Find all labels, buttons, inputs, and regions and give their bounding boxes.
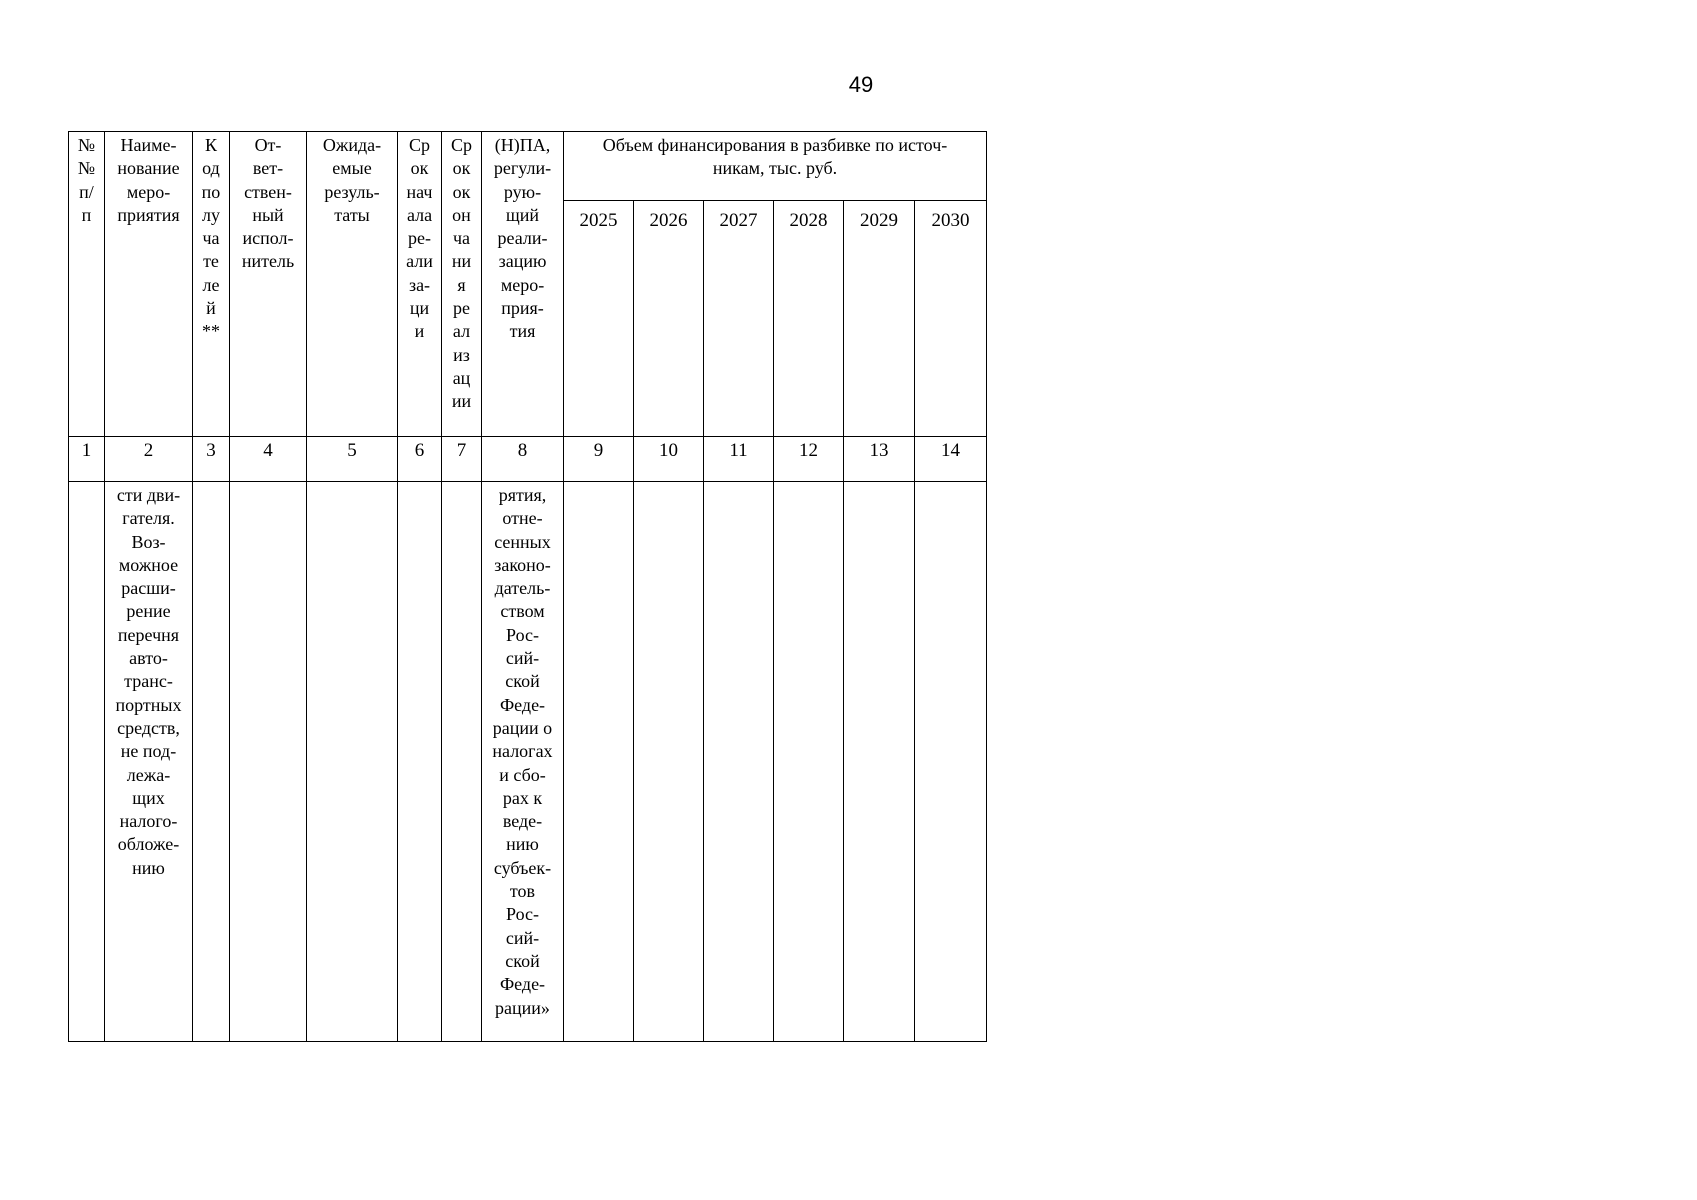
text-line: Объем финансирования в разбивке по источ- bbox=[602, 135, 948, 155]
text-line: резуль- bbox=[324, 181, 380, 202]
text-line: нование bbox=[117, 158, 180, 179]
text-line: налогах bbox=[492, 741, 553, 762]
cell-empty bbox=[844, 482, 915, 1042]
text-line: и bbox=[414, 321, 425, 342]
column-numbers-row bbox=[69, 437, 987, 482]
text-line: ал bbox=[452, 321, 471, 342]
text-line: таты bbox=[334, 204, 370, 225]
text-line: ле bbox=[202, 274, 220, 295]
column-number: 4 bbox=[230, 437, 307, 482]
text-line: ни bbox=[451, 251, 472, 272]
text-line: рации о bbox=[492, 717, 553, 738]
text-line: й bbox=[206, 298, 216, 319]
text-line: ** bbox=[202, 321, 220, 342]
header-responsible-executor bbox=[230, 132, 307, 437]
text-line: меро- bbox=[126, 181, 171, 202]
cell-empty bbox=[69, 482, 105, 1042]
text-line: вет- bbox=[252, 158, 284, 179]
text-line: тов bbox=[509, 881, 536, 902]
text-line: реали- bbox=[497, 228, 548, 249]
text-line: испол- bbox=[242, 228, 294, 249]
text-line: ча bbox=[452, 228, 471, 249]
text-line: можное bbox=[118, 554, 179, 575]
text-line: налого- bbox=[119, 811, 178, 832]
text-line: никам, тыс. руб. bbox=[712, 158, 838, 179]
column-number: 7 bbox=[442, 437, 482, 482]
header-number bbox=[69, 132, 105, 437]
text-line: Феде- bbox=[499, 974, 546, 995]
header-regulatory-act bbox=[482, 132, 564, 437]
column-number: 14 bbox=[915, 437, 987, 482]
text-line: нию bbox=[506, 834, 539, 855]
text-line: те bbox=[203, 251, 219, 272]
cell-empty bbox=[564, 482, 634, 1042]
text-line: отне- bbox=[502, 508, 543, 529]
header-year-2027: 2027 bbox=[704, 201, 774, 437]
cell-empty bbox=[230, 482, 307, 1042]
text-line: рятия, bbox=[498, 485, 547, 505]
header-start-date bbox=[398, 132, 442, 437]
text-line: субъек- bbox=[493, 857, 552, 878]
text-line: нач bbox=[406, 181, 433, 202]
header-activity-name bbox=[105, 132, 193, 437]
text-line: меро- bbox=[500, 274, 545, 295]
table-row bbox=[69, 482, 987, 1042]
text-line: нию bbox=[132, 857, 165, 878]
text-line: ный bbox=[252, 204, 284, 225]
text-line: Рос- bbox=[506, 904, 539, 925]
text-line: ской bbox=[505, 671, 540, 692]
text-line: нитель bbox=[241, 251, 295, 272]
header-year-2028: 2028 bbox=[774, 201, 844, 437]
text-line: датель- bbox=[494, 578, 551, 599]
column-number: 11 bbox=[704, 437, 774, 482]
text-line: Рос- bbox=[506, 624, 539, 645]
text-line: средств, bbox=[117, 717, 180, 738]
text-line: портных bbox=[115, 694, 182, 715]
text-line: лежа- bbox=[126, 764, 171, 785]
text-line: ством bbox=[500, 601, 545, 622]
header-year-2029: 2029 bbox=[844, 201, 915, 437]
column-number: 10 bbox=[634, 437, 704, 482]
cell-empty bbox=[704, 482, 774, 1042]
financing-table bbox=[68, 131, 987, 1042]
text-line: обложе- bbox=[117, 834, 180, 855]
text-line: транс- bbox=[124, 671, 173, 692]
text-line: законо- bbox=[494, 554, 551, 575]
text-line: сий- bbox=[505, 927, 540, 948]
text-line: ре- bbox=[408, 228, 431, 249]
column-number: 2 bbox=[105, 437, 193, 482]
text-line: он bbox=[452, 204, 471, 225]
text-line: п/ bbox=[79, 181, 94, 202]
text-line: Феде- bbox=[499, 694, 546, 715]
text-line: ствен- bbox=[244, 181, 292, 202]
text-line: регули- bbox=[493, 158, 552, 179]
text-line: ок bbox=[452, 181, 471, 202]
cell-activity-name bbox=[105, 482, 193, 1042]
text-line: ской bbox=[505, 950, 540, 971]
header-financing-volume bbox=[564, 132, 987, 201]
cell-regulatory-act bbox=[482, 482, 564, 1042]
column-number: 3 bbox=[193, 437, 230, 482]
text-line: ци bbox=[409, 298, 430, 319]
cell-empty bbox=[442, 482, 482, 1042]
text-line: али bbox=[406, 251, 433, 272]
text-line: ии bbox=[451, 391, 472, 412]
column-number: 13 bbox=[844, 437, 915, 482]
text-line: веде- bbox=[502, 811, 543, 832]
text-line: ок bbox=[452, 158, 471, 179]
header-year-2025: 2025 bbox=[564, 201, 634, 437]
text-line: От- bbox=[254, 135, 282, 155]
text-line: рах к bbox=[502, 787, 543, 808]
text-line: из bbox=[453, 344, 470, 365]
text-line: приятия bbox=[117, 204, 180, 225]
text-line: Воз- bbox=[131, 531, 166, 552]
cell-empty bbox=[915, 482, 987, 1042]
text-line: прия- bbox=[501, 298, 544, 319]
text-line: (Н)ПА, bbox=[494, 135, 551, 155]
header-end-date bbox=[442, 132, 482, 437]
text-line: расши- bbox=[121, 578, 176, 599]
text-line: № bbox=[77, 135, 96, 155]
text-line: ре bbox=[453, 298, 470, 319]
text-line: щих bbox=[132, 787, 165, 808]
text-line: № bbox=[77, 158, 96, 179]
text-line: сенных bbox=[494, 531, 551, 552]
text-line: Ср bbox=[408, 135, 430, 155]
text-line: я bbox=[457, 274, 466, 295]
text-line: Наиме- bbox=[120, 135, 177, 155]
header-recipient-code bbox=[193, 132, 230, 437]
column-number: 9 bbox=[564, 437, 634, 482]
text-line: Ср bbox=[450, 135, 472, 155]
cell-empty bbox=[774, 482, 844, 1042]
text-line: авто- bbox=[129, 648, 168, 669]
text-line: по bbox=[201, 181, 221, 202]
column-number: 5 bbox=[307, 437, 398, 482]
column-number: 1 bbox=[69, 437, 105, 482]
text-line: тия bbox=[509, 321, 536, 342]
text-line: рую- bbox=[503, 181, 542, 202]
cell-empty bbox=[307, 482, 398, 1042]
text-line: К bbox=[204, 135, 217, 155]
header-expected-results bbox=[307, 132, 398, 437]
text-line: ча bbox=[202, 228, 220, 249]
text-line: емые bbox=[332, 158, 372, 179]
column-number: 12 bbox=[774, 437, 844, 482]
header-year-2030: 2030 bbox=[915, 201, 987, 437]
text-line: за- bbox=[408, 274, 431, 295]
cell-empty bbox=[193, 482, 230, 1042]
text-line: п bbox=[81, 204, 92, 225]
column-number: 8 bbox=[482, 437, 564, 482]
text-line: рение bbox=[126, 601, 171, 622]
text-line: зацию bbox=[498, 251, 547, 272]
text-line: ац bbox=[452, 367, 471, 388]
text-line: ала bbox=[406, 204, 433, 225]
text-line: од bbox=[202, 158, 220, 179]
column-number: 6 bbox=[398, 437, 442, 482]
text-line: лу bbox=[202, 204, 220, 225]
text-line: сий- bbox=[505, 648, 540, 669]
text-line: Ожида- bbox=[322, 135, 382, 155]
text-line: ок bbox=[410, 158, 429, 179]
header-year-2026: 2026 bbox=[634, 201, 704, 437]
page-number: 49 bbox=[848, 72, 874, 97]
text-line: сти дви- bbox=[116, 485, 181, 505]
text-line: не под- bbox=[120, 741, 177, 762]
text-line: перечня bbox=[117, 624, 180, 645]
cell-empty bbox=[634, 482, 704, 1042]
text-line: гателя. bbox=[122, 508, 175, 529]
text-line: щий bbox=[505, 204, 540, 225]
text-line: и сбо- bbox=[499, 764, 546, 785]
cell-empty bbox=[398, 482, 442, 1042]
text-line: рации» bbox=[495, 997, 550, 1018]
